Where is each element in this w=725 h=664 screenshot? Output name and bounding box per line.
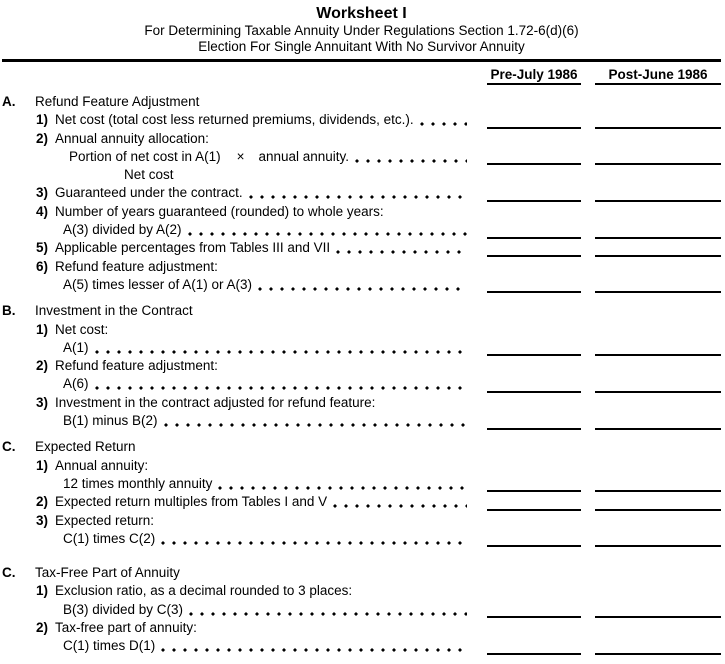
item-number: 1) — [36, 457, 49, 473]
entry-line-pre-july — [487, 221, 581, 239]
item-number: 6) — [36, 258, 49, 274]
item-continuation-content — [2, 339, 469, 357]
item-continuation-content — [2, 276, 469, 294]
section-letter: C. — [2, 439, 16, 455]
item-label: Refund feature adjustment: — [55, 258, 218, 274]
column-gap — [581, 258, 595, 276]
entry-line-post-june — [595, 457, 721, 475]
entry-line-post-june — [595, 412, 721, 430]
entry-line-post-june — [595, 111, 721, 129]
entry-line-post-june — [595, 394, 721, 412]
entry-line-pre-july — [487, 258, 581, 276]
leader-dots — [333, 504, 467, 508]
entry-line-pre-july — [487, 601, 581, 619]
section-content — [2, 564, 703, 582]
worksheet-section — [2, 438, 721, 548]
column-gap — [581, 475, 595, 493]
line-item-row — [2, 184, 721, 202]
leader-dots — [95, 386, 467, 390]
leader-dots — [336, 250, 467, 254]
item-label: Annual annuity allocation: — [55, 130, 209, 146]
item-label: Expected return multiples from Tables I and V — [55, 494, 328, 510]
column-gap — [581, 357, 595, 375]
entry-line-post-june — [595, 221, 721, 239]
column-gap — [581, 111, 595, 129]
item-content — [2, 457, 469, 475]
worksheet-section — [2, 302, 721, 430]
entry-line-post-june — [595, 184, 721, 202]
line-item-row — [2, 203, 721, 221]
line-item-row — [2, 130, 721, 148]
item-label: Net cost (total cost less returned premiums, dividends, etc.). — [55, 112, 414, 128]
item-label: Investment in the contract adjusted for refund feature: — [55, 394, 376, 410]
column-gap — [581, 457, 595, 475]
entry-line-post-june — [595, 601, 721, 619]
item-label: Guaranteed under the contract. — [55, 185, 243, 201]
column-gap — [581, 221, 595, 239]
line-item-row — [2, 512, 721, 530]
section-letter: B. — [2, 303, 16, 319]
item-label: C(1) times C(2) — [63, 530, 156, 546]
column-gap — [581, 239, 595, 257]
entry-line-pre-july — [487, 239, 581, 257]
entry-line-pre-july — [487, 130, 581, 148]
column-gap — [581, 375, 595, 393]
line-item-row — [2, 530, 721, 548]
item-label: Net cost: — [55, 321, 109, 337]
entry-line-post-june — [595, 130, 721, 148]
item-label: A(1) — [63, 339, 89, 355]
line-item-row — [2, 357, 721, 375]
fraction-numerator: Portion of net cost in A(1) — [69, 148, 221, 166]
column-header-post-june-1986: Post-June 1986 — [595, 67, 721, 85]
item-label: Expected return: — [55, 512, 155, 528]
line-item-row — [2, 339, 721, 357]
entry-line-pre-july — [487, 493, 581, 511]
line-item-row — [2, 475, 721, 493]
line-item-row — [2, 375, 721, 393]
column-header-pre-july-1986: Pre-July 1986 — [487, 67, 581, 85]
item-number: 2) — [36, 620, 49, 636]
fraction-denominator-content — [2, 166, 469, 184]
column-headers — [2, 67, 721, 85]
entry-line-pre-july — [487, 276, 581, 294]
fraction-denominator: Net cost — [124, 167, 174, 183]
line-item-row — [2, 412, 721, 430]
leader-dots — [355, 159, 467, 163]
line-item-row — [2, 493, 721, 511]
item-label: Exclusion ratio, as a decimal rounded to 3 places: — [55, 583, 353, 599]
entry-line-pre-july — [487, 530, 581, 548]
document-header — [2, 4, 721, 55]
item-content — [2, 203, 469, 221]
leader-dots — [258, 287, 467, 291]
entry-line-pre-july — [487, 637, 581, 655]
leader-dots — [218, 486, 467, 490]
item-continuation-content — [2, 375, 469, 393]
entry-line-pre-july — [487, 512, 581, 530]
entry-line-post-june — [595, 493, 721, 511]
item-content — [2, 239, 469, 257]
section-letter: C. — [2, 565, 16, 581]
item-label: Tax-free part of annuity: — [55, 620, 197, 636]
entry-line-post-june — [595, 530, 721, 548]
entry-line-pre-july — [487, 166, 581, 184]
item-label: 12 times monthly annuity — [63, 475, 213, 491]
item-label: Annual annuity: — [55, 457, 149, 473]
line-item-row — [2, 619, 721, 637]
item-content — [2, 111, 469, 129]
column-gap — [581, 321, 595, 339]
column-gap — [581, 637, 595, 655]
line-item-row — [2, 148, 721, 166]
entry-line-pre-july — [487, 111, 581, 129]
entry-line-pre-july — [487, 457, 581, 475]
entry-line-pre-july — [487, 321, 581, 339]
entry-line-pre-july — [487, 475, 581, 493]
entry-line-pre-july — [487, 148, 581, 166]
leader-dots — [164, 423, 467, 427]
entry-line-pre-july — [487, 394, 581, 412]
item-number: 3) — [36, 512, 49, 528]
item-continuation-content — [2, 475, 469, 493]
section-row — [2, 564, 721, 582]
entry-line-post-june — [595, 475, 721, 493]
section-title: Tax-Free Part of Annuity — [35, 565, 180, 581]
worksheet-section — [2, 93, 721, 294]
worksheet-title: Worksheet I — [316, 5, 407, 22]
item-number: 3) — [36, 394, 49, 410]
item-content — [2, 258, 469, 276]
column-gap — [581, 148, 595, 166]
column-gap — [581, 130, 595, 148]
leader-dots — [249, 195, 467, 199]
line-item-row — [2, 239, 721, 257]
section-title: Refund Feature Adjustment — [35, 94, 200, 109]
entry-line-pre-july — [487, 619, 581, 637]
line-item-row — [2, 166, 721, 184]
column-gap — [581, 394, 595, 412]
entry-line-post-june — [595, 166, 721, 184]
entry-line-pre-july — [487, 375, 581, 393]
item-label: A(6) — [63, 376, 89, 392]
worksheet-subtitle-election: Election For Single Annuitant With No Survivor Annuity — [198, 39, 525, 54]
item-label: A(5) times lesser of A(1) or A(3) — [63, 276, 253, 292]
line-item-row — [2, 637, 721, 655]
worksheet-section — [2, 564, 721, 655]
entry-line-post-june — [595, 258, 721, 276]
line-item-row — [2, 321, 721, 339]
entry-line-post-june — [595, 148, 721, 166]
leader-dots — [161, 648, 467, 652]
entry-line-pre-july — [487, 184, 581, 202]
column-gap — [581, 412, 595, 430]
item-label: Applicable percentages from Tables III and VII — [55, 240, 331, 256]
item-label: B(1) minus B(2) — [63, 413, 158, 429]
line-item-row — [2, 221, 721, 239]
item-content — [2, 493, 469, 511]
item-label: Refund feature adjustment: — [55, 358, 218, 374]
column-gap — [581, 512, 595, 530]
item-number: 1) — [36, 112, 49, 128]
entry-line-post-june — [595, 619, 721, 637]
entry-line-post-june — [595, 203, 721, 221]
line-item-row — [2, 601, 721, 619]
entry-line-pre-july — [487, 339, 581, 357]
section-letter: A. — [2, 94, 16, 109]
line-item-row — [2, 457, 721, 475]
entry-line-post-june — [595, 321, 721, 339]
section-row — [2, 93, 721, 111]
item-label: A(3) divided by A(2) — [63, 222, 182, 238]
item-content — [2, 582, 469, 600]
line-item-row — [2, 276, 721, 294]
leader-dots — [188, 232, 467, 236]
entry-line-post-june — [595, 582, 721, 600]
item-content — [2, 184, 469, 202]
column-gap — [581, 493, 595, 511]
column-gap — [581, 339, 595, 357]
column-gap — [581, 166, 595, 184]
column-gap — [581, 601, 595, 619]
entry-line-post-june — [595, 375, 721, 393]
header-divider — [2, 59, 721, 62]
leader-dots — [420, 122, 467, 126]
leader-dots — [189, 612, 467, 616]
item-number: 1) — [36, 321, 49, 337]
item-number: 2) — [36, 130, 49, 146]
item-continuation-content — [2, 530, 469, 548]
entry-line-post-june — [595, 637, 721, 655]
entry-line-pre-july — [487, 357, 581, 375]
section-row — [2, 302, 721, 320]
section-content — [2, 93, 703, 111]
leader-dots — [161, 541, 467, 545]
column-gap — [581, 619, 595, 637]
column-gap — [581, 203, 595, 221]
section-title: Expected Return — [35, 439, 136, 455]
column-gap — [581, 582, 595, 600]
item-content — [2, 130, 469, 148]
item-number: 3) — [36, 185, 49, 201]
entry-line-post-june — [595, 357, 721, 375]
line-item-row — [2, 111, 721, 129]
line-item-row — [2, 582, 721, 600]
entry-line-post-june — [595, 339, 721, 357]
item-content — [2, 357, 469, 375]
item-continuation-content — [2, 412, 469, 430]
item-content — [2, 512, 469, 530]
worksheet-subtitle-regulation: For Determining Taxable Annuity Under Regulations Section 1.72-6(d)(6) — [144, 23, 579, 38]
item-continuation-content — [2, 637, 469, 655]
item-label: C(1) times D(1) — [63, 638, 156, 654]
item-label: Number of years guaranteed (rounded) to whole years: — [55, 203, 384, 219]
item-number: 2) — [36, 358, 49, 374]
section-content — [2, 438, 703, 456]
line-item-row — [2, 258, 721, 276]
item-content — [2, 321, 469, 339]
entry-line-pre-july — [487, 412, 581, 430]
section-title: Investment in the Contract — [35, 303, 193, 319]
column-gap — [581, 184, 595, 202]
section-row — [2, 438, 721, 456]
entry-line-post-june — [595, 512, 721, 530]
column-gap — [581, 276, 595, 294]
item-number: 4) — [36, 203, 49, 219]
entry-line-post-june — [595, 276, 721, 294]
entry-line-pre-july — [487, 582, 581, 600]
item-continuation-content — [2, 221, 469, 239]
column-gap — [581, 530, 595, 548]
section-content — [2, 302, 703, 320]
item-number: 1) — [36, 583, 49, 599]
leader-dots — [95, 350, 467, 354]
item-content — [2, 619, 469, 637]
line-item-row — [2, 394, 721, 412]
worksheet-body — [2, 93, 721, 656]
item-number: 2) — [36, 494, 49, 510]
item-number: 5) — [36, 240, 49, 256]
item-label: annual annuity. — [258, 148, 350, 164]
item-label: B(3) divided by C(3) — [63, 601, 184, 617]
entry-line-post-june — [595, 239, 721, 257]
item-continuation-content — [2, 601, 469, 619]
entry-line-pre-july — [487, 203, 581, 221]
item-content — [2, 394, 469, 412]
multiply-sign: × — [236, 148, 245, 164]
fraction-content — [2, 148, 469, 166]
